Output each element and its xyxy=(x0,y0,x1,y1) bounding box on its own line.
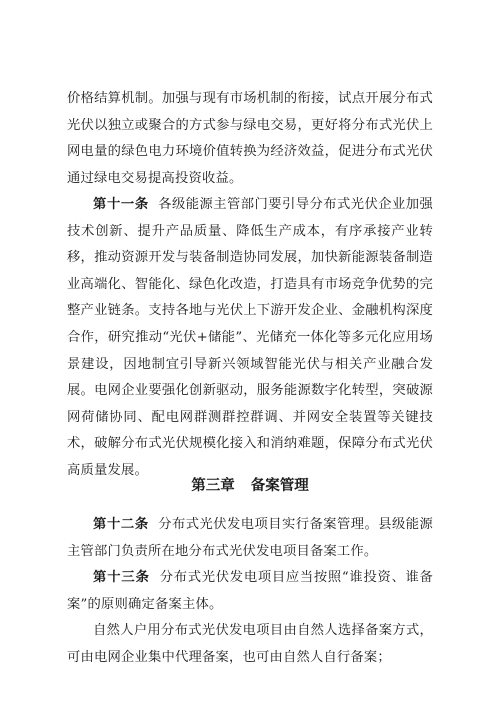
natural-person-filing-paragraph: 自然人户用分布式光伏发电项目由自然人选择备案方式，可由电网企业集中代理备案，也可由自然人自行备案； xyxy=(67,623,433,665)
chapter-title: 备案管理 xyxy=(250,478,309,494)
article-12-text: 分布式光伏发电项目实行备案管理。县级能源主管部门负责所在地分布式光伏发电项目备案工作。 xyxy=(67,517,433,559)
article-12-paragraph xyxy=(67,512,433,565)
article-13-text: 分布式光伏发电项目应当按照“谁投资、谁备案”的原则确定备案主体。 xyxy=(67,570,433,612)
article-13-paragraph xyxy=(67,565,433,618)
article-11-paragraph xyxy=(67,192,433,485)
chapter-number: 第三章 xyxy=(191,478,235,494)
article-12-label: 第十二条 xyxy=(93,517,149,532)
paragraph-price-settlement: 价格结算机制。加强与现有市场机制的衔接，试点开展分布式光伏以独立或聚合的方式参与绿电交易，更好将分布式光伏上网电量的绿色电力环境价值转换为经济效益，促进分布式光伏通过绿电交易提高投资收益。 xyxy=(67,91,433,186)
article-11-label: 第十一条 xyxy=(93,197,149,212)
chapter-3-heading xyxy=(0,473,500,499)
article-11-text: 各级能源主管部门要引导分布式光伏企业加强技术创新、提升产品质量、降低生产成本，有序承接产业转移，推动资源开发与装备制造协同发展，加快新能源装备制造业高端化、智能化、绿色化改造，打造具有市场竞争优势的完整产业链条。支持各地与光伏上下游开发企业、金融机构深度合作，研究推动“光伏+储能”、光储充一体化等多元化应用场景建设，因地制宜引导新兴领域智能光伏与相关产业融合发展。电网企业要强化创新驱动，服务能源数字化转型，突破源网荷储协同、配电网群测群控群调、并网安全装置等关键技术，破解分布式光伏规模化接入和消纳难题，保障分布式光伏高质量发展。 xyxy=(67,197,433,478)
article-13-label: 第十三条 xyxy=(93,570,150,585)
